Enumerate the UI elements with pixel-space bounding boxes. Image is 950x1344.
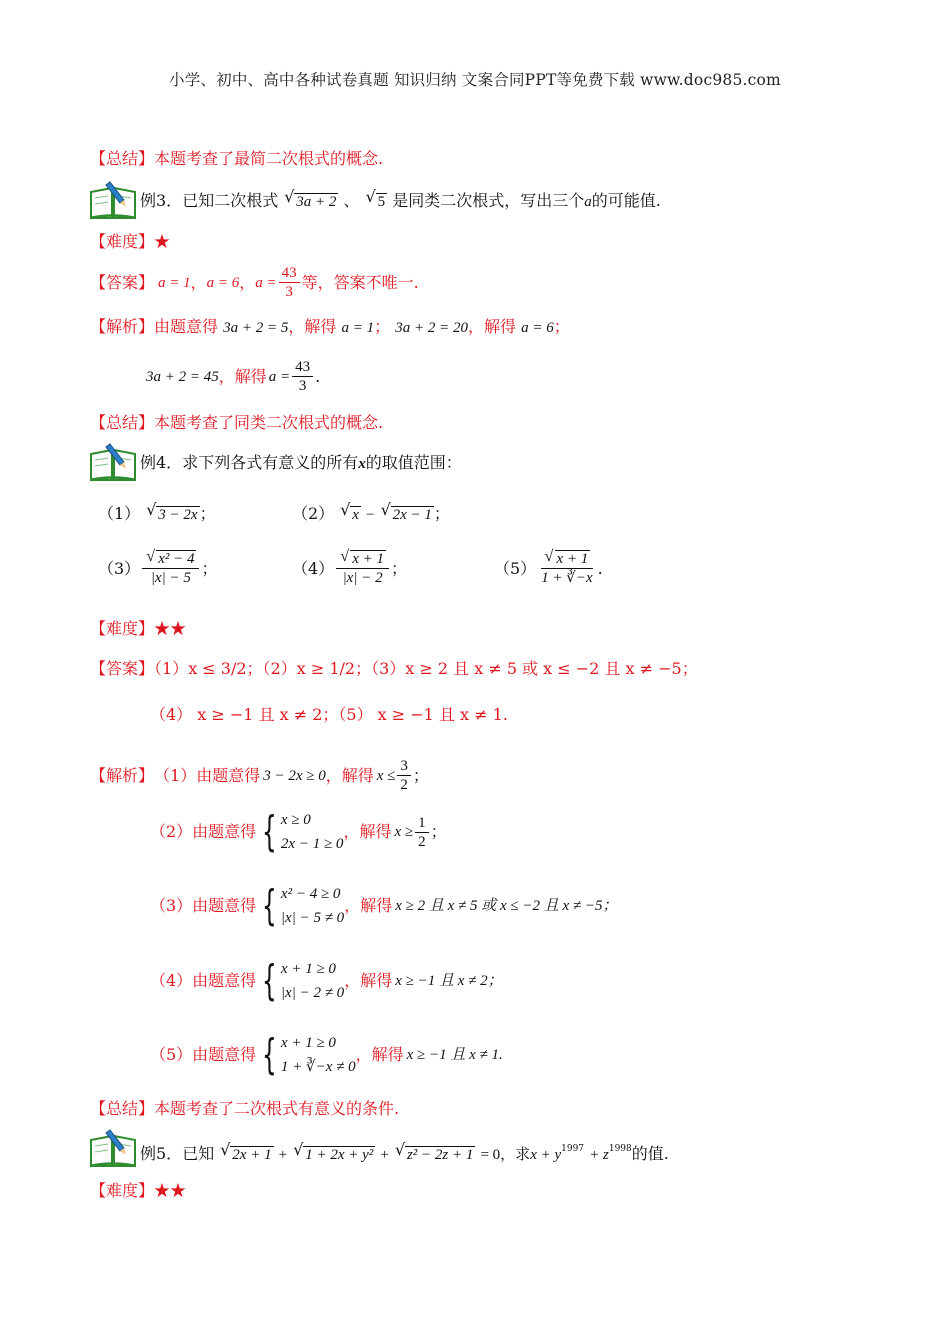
- example-4-item-5: （5） √ x + 1 1 + ∛−x .: [494, 548, 603, 586]
- difficulty-line-4: 【难度】★★: [90, 619, 187, 638]
- book-icon: [88, 180, 138, 220]
- answer-line-3: 【答案】 a = 1 ， a = 6 ， a = $\frac{43}{3}$ 等，答案不唯一.: [90, 265, 419, 300]
- summary-tag: 【总结】: [90, 149, 155, 168]
- difficulty-line-5: 【难度】★★: [90, 1181, 187, 1200]
- example-4-item-4: （4） √ x + 1 |x| − 2 ；: [292, 548, 407, 586]
- answer-tag: 【答案】: [90, 272, 155, 292]
- example-4-question: 例4．求下列各式有意义的所有x的取值范围：: [140, 453, 462, 472]
- answer-value-3: a =: [255, 274, 277, 291]
- page-header: 小学、初中、高中各种试卷真题 知识归纳 文案合同PPT等免费下载 www.doc985.com: [169, 71, 781, 89]
- analysis-line-3a: 【解析】由题意得 3a + 2 = 5，解得 a = 1； 3a + 2 = 20，解得 a = 6；: [90, 317, 570, 336]
- radical-3a-plus-2: √ 3a + 2: [284, 187, 337, 210]
- analysis-line-4-3: （3）由题意得 { x² − 4 ≥ 0 |x| − 5 ≠ 0 ，解得 x ≥ 2 且 x ≠ 5 或 x ≤ −2 且 x ≠ −5；: [150, 881, 618, 930]
- answer-value-1: a = 1: [158, 274, 191, 291]
- example-4-item-2: （2） √ x − √ 2x − 1 ；: [292, 500, 450, 523]
- example-3-question: [140, 187, 661, 213]
- answer-line-4a: 【答案】（1）x ≤ 3/2；（2）x ≥ 1/2；（3）x ≥ 2 且 x ≠ 5 或 x ≤ −2 且 x ≠ −5；: [90, 659, 698, 678]
- equation-system: { x + 1 ≥ 0 |x| − 2 ≠ 0: [262, 956, 345, 1005]
- variable-a: a: [584, 194, 592, 210]
- example-4-item-1: （1） √ 3 − 2x ；: [98, 500, 216, 523]
- difficulty-tag: 【难度】: [90, 232, 155, 251]
- fraction-43-3: $\frac{43}{3}$: [279, 264, 300, 301]
- example-5-question: 例5．已知 √ 2x + 1 + √ 1 + 2x + y² + √ z² − 2z + 1 = 0，求$x + y^{1997} + z^{1998}$的值.: [140, 1140, 669, 1163]
- example-3-text-c: 的可能值.: [591, 191, 661, 210]
- fraction-43-3-b: $\frac{43}{3}$: [292, 358, 313, 395]
- answer-line-4b: （4） x ≥ −1 且 x ≠ 2；（5） x ≥ −1 且 x ≠ 1.: [150, 705, 508, 724]
- example-3-text-b: 是同类二次根式，写出三个: [392, 191, 585, 210]
- analysis-line-4-5: （5）由题意得 { x + 1 ≥ 0 1 + ∛−x ≠ 0 ，解得 x ≥ −1 且 x ≠ 1.: [150, 1030, 503, 1079]
- summary-line-1: [90, 148, 383, 170]
- difficulty-line-3: [90, 231, 170, 253]
- equation-system: { x + 1 ≥ 0 1 + ∛−x ≠ 0: [262, 1030, 356, 1079]
- analysis-line-4-1: 【解析】 （1）由题意得 3 − 2x ≥ 0 ，解得 x ≤ $\frac{3}{2}$ ；: [90, 758, 429, 793]
- example-4-item-3: （3） √ x² − 4 |x| − 5 ；: [98, 548, 218, 586]
- radical-5: √ 5: [365, 187, 386, 210]
- equation-system: { x ≥ 0 2x − 1 ≥ 0: [262, 807, 344, 856]
- book-icon: [88, 1128, 138, 1168]
- summary-line-3: 【总结】本题考查了二次根式有意义的条件.: [90, 1099, 400, 1118]
- summary-text: 本题考查了最简二次根式的概念.: [154, 149, 384, 168]
- difficulty-stars: ★: [154, 232, 171, 251]
- analysis-line-3b: 3a + 2 = 45 ， 解得 a = $\frac{43}{3}$ .: [146, 359, 321, 394]
- analysis-tag: 【解析】: [90, 317, 155, 336]
- book-icon: [88, 442, 138, 482]
- equation-system: { x² − 4 ≥ 0 |x| − 5 ≠ 0: [262, 881, 345, 930]
- example-3-text-a: 已知二次根式: [182, 191, 279, 210]
- analysis-line-4-4: （4）由题意得 { x + 1 ≥ 0 |x| − 2 ≠ 0 ，解得 x ≥ −1 且 x ≠ 2；: [150, 956, 503, 1005]
- analysis-line-4-2: （2）由题意得 { x ≥ 0 2x − 1 ≥ 0 ，解得 x ≥ $\frac{1}{2}$ ；: [150, 807, 447, 856]
- answer-value-2: a = 6: [206, 274, 240, 291]
- summary-line-2: 【总结】本题考查了同类二次根式的概念.: [90, 413, 384, 432]
- separator: 、: [343, 191, 360, 210]
- answer-tail: 等，答案不唯一.: [301, 272, 419, 292]
- example-3-label: 例3．: [140, 191, 183, 210]
